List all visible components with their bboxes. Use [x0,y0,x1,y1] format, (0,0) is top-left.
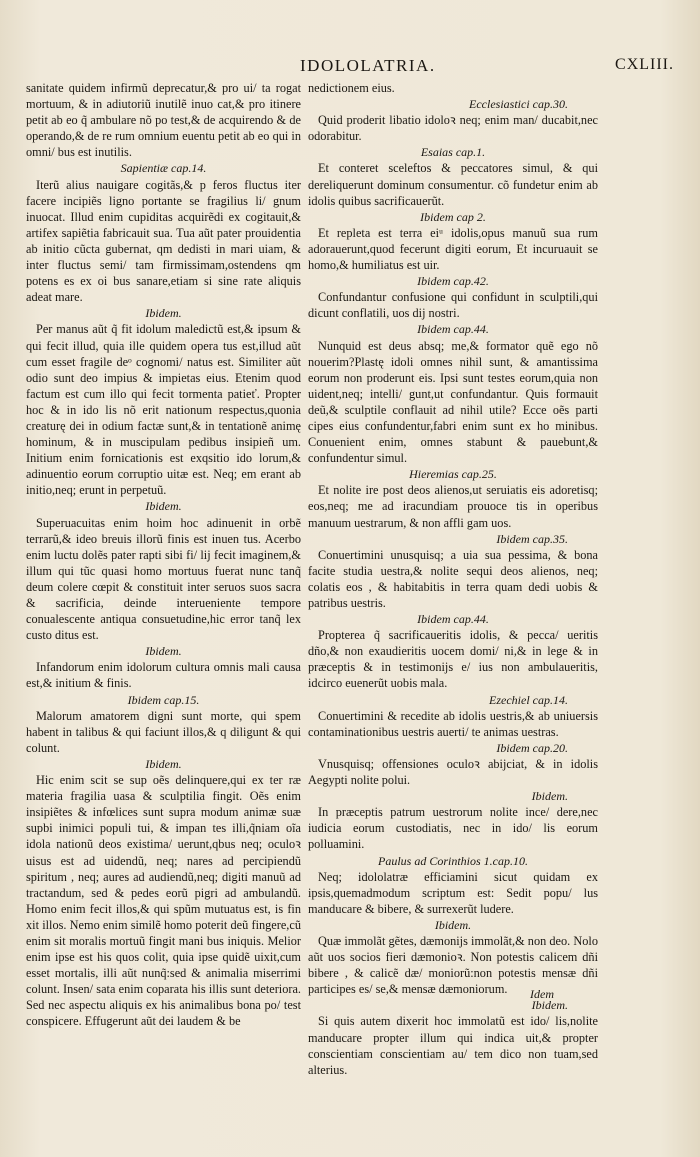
catchword: Idem [530,987,554,1001]
text-paragraph: Per manus aũt q̃ fit idolum maledictũ est,& ipsum & qui fecit illud, quia ille quidem opera tus est,illud aũt cum esset fragile deᵒ cognomi/ natus est. Similiter aũt odio sunt deo impius & impietas eius. Etenim quod factum est cum illo qui fecit tormenta patieť. Propter hoc & in ido lis nõ erit nationum respectus,quonia creaturę dei in odium factæ sunt,& in tentationẽ animę hominum, & in muscipulam pedibus insipieñ um. Initium enim fornicationis est exqsitio ido lorum,& adinuentio eorum corruptio uitæ est. Neq; em erant ab initio,neq; erunt in perpetuũ. [26,322,301,498]
source-citation: Hieremias cap.25. [409,467,497,482]
text-paragraph: Quid proderit libatio idoloꝛ neq; enim man/ ducabit,nec odorabitur. [308,113,598,144]
text-paragraph: Vnusquisq; offensiones oculoꝛ abijciat, & in idolis Aegypti nolite polui. [308,756,598,788]
text-paragraph: Conuertimini & recedite ab idolis uestris,& ab uniuersis contaminationibus uestris auerti/ te animas uestras. [308,708,598,739]
source-citation: Ibidem. [145,644,182,659]
source-citation: Ibidem. [145,306,182,321]
source-citation: Ecclesiastici cap.30. [469,97,568,112]
text-paragraph: Iterũ alius nauigare cogitãs,& p feros fluctus iter facere incipiẽs ligno portante se fragilius li/ gnum inuocat. Illud enim cupiditas acquirẽdi ex cogitauit,& artifex sapiẽtia fabricauit sua. Tua aũt pater prouidentia ab initio cũcta gubernat, qm dedisti in mari uiam, & inter fluctus semi/ tam firmissimam,ostendens qm potens es ex oi bus sanare,etiam si sine rate aliquis adeat mare. [26,177,301,305]
text-paragraph: Et repleta est terra eiᵘ idolis,opus manuũ sua rum adorauerunt,quod fecerunt digiti eorum, Et incuruauit se homo,& humiliatus est uir. [308,225,598,273]
text-paragraph: Confundantur confusione qui confidunt in sculptili,qui dicunt conflatili, uos dij nostri. [308,290,598,321]
source-citation: Ibidem cap.42. [417,274,489,289]
source-citation: Ibidem. [145,756,182,771]
text-paragraph: Infandorum enim idolorum cultura omnis mali causa est,& initium & finis. [26,660,301,691]
text-paragraph: Et nolite ire post deos alienos,ut seruiatis eis adoretisq; eos,neq; me ad iracundiam prouoce tis in operibus manuum uestrarum, & non affli gam uos. [308,483,598,530]
text-paragraph: Nunquid est deus absq; me,& formator quẽ ego nõ nouerim?Plastę idoli omnes nihil sunt, & amantissima eorum non proderunt eis. Ipsi sunt testes eorum,quia non uident,neq; intelli/ gunt,ut confundantur. Quis formauit deũ,& sculptile conflauit ad nihil utile? Ecce oẽs parti cipes eius confundentur,fabri enim sunt ex ho minibus. Conuenient enim, omnes stabunt & pauebunt,& confundentur simul. [308,338,598,466]
folio-number: CXLIII. [615,56,674,73]
page-header [0,56,700,82]
source-citation: Ibidem cap.44. [417,612,489,627]
source-citation: Ibidem. [531,789,568,804]
source-citation: Ibidem. [531,998,568,1013]
left-column [26,80,301,1030]
text-paragraph: Conuertimini unusquisq; a uia sua pessima, & bona facite studia uestra,& nolite sequi deos alienos, neq; colatis eos , & habitabitis in terra quam dedi uobis & patribus uestris. [308,547,598,610]
text-paragraph: Quæ immolãt gẽtes, dæmonijs immolãt,& non deo. Nolo aũt uos socios fieri dæmonioꝛ. Non potestis calicem dñi bibere , & calicẽ dæ/ moniorũ:non potestis mensæ dñi participes es/ se,& mensæ dæmoniorum. [308,933,598,997]
source-citation: Ezechiel cap.14. [489,692,568,707]
text-paragraph: Malorum amatorem digni sunt morte, qui spem habent in talibus & qui faciunt illos,& q diligunt & qui colunt. [26,708,301,755]
source-citation: Ibidem cap 2. [420,209,486,224]
source-citation: Ibidem cap.44. [417,322,489,337]
source-citation: Paulus ad Corinthios 1.cap.10. [377,853,528,868]
running-title: IDOLOLATRIA. [300,56,436,75]
right-column [308,80,598,1078]
text-paragraph: Si quis autem dixerit hoc immolatũ est ido/ lis,nolite manducare propter illum qui indica uit,& propter conscientiam conscientiam au/ tem dico non tuam,sed alterius. [308,1014,598,1077]
text-paragraph: Hic enim scit se sup oẽs delinquere,qui ex ter ræ materia fragilia uasa & sculptilia fingit. Oẽs enim insipiẽtes & infœlices sunt supra modum animæ suæ supbi inimici populi tui, & impan tes illi,q̃niam oĩa idola nationũ deos existima/ uerunt,qbus neq; oculoꝛ uisus est ad uidendũ, neq; nares ad percipiendũ spiritum , neq; aures ad audiendũ,neq; digiti manuũ ad tractandum, sed & pedes eorũ pigri ad ambulandũ. Homo enim fecit illos,& qui spũm mutuatus est, is fin xit illos. Nemo enim similẽ homo poterit deũ fingere,cũ enim sit moralis mortuũ fingit mani bus iniquis. Melior enim ipse est his quos colit, quia ipse quidẽ uixit,cum esset mortalis, illi aũt nunq̃:sed & animalia miserrimi colunt. Insen/ sata enim coparata his illis sunt deteriora. Sed nec aspectu aliquis ex his animalibus bona po/ test conspicere. Effugerunt aũt dei laudem & be [26,773,301,1029]
source-citation: Ibidem. [145,499,182,514]
text-paragraph: Neq; idololatræ efficiamini sicut quidam ex ipsis,quemadmodum scriptum est: Sedit popu/ lus manducare & bibere, & surrexerũt ludere. [308,869,598,916]
text-paragraph: sanitate quidem infirmũ deprecatur,& pro ui/ ta rogat mortuum, & in adiutoriũ inutilẽ inuo cat,& pro itinere petit ab eo q̃ ambulare nõ po test,& de acquirendo & de operando,& de re rum omnium euentu petit ab eo qui in omni/ bus est inutilis. [26,81,301,160]
text-paragraph: Propterea q̃ sacrificaueritis idolis, & pecca/ ueritis dño,& non exaudieritis uocem domi/ ni,& in lege & in præceptis & in testimonijs e/ ius non ambulaueritis, idcirco euenerũt uobis mala. [308,628,598,691]
text-paragraph: In præceptis patrum uestrorum nolite ince/ dere,nec iudicia eorum custodiatis, nec in ido/ lis eorum polluamini. [308,805,598,852]
source-citation: Ibidem. [434,917,472,932]
text-paragraph: Superuacuitas enim hoim hoc adinuenit in orbẽ terrarũ,& ideo breuis illorũ finis est inuen tus. Acerbo enim luctu dolẽs pater rapti sibi fi/ lij fecit imaginem,& illum qui tũc quasi homo mortuus fuerat nunc tanq̃ deum colere cœpit & constituit inter seruos suos sacra & sacrificia, deinde interueniente tempore conualescente antiqua consuetudine,hic error tanq̃ lex custo ditus est. [26,515,301,643]
text-paragraph: Et conteret sceleftos & peccatores simul, & qui dereliquerunt dominum consumentur. cõ fundetur enim ab idolis quibus sacrificauerũt. [308,161,598,208]
source-citation: Sapientiæ cap.14. [120,161,207,176]
text-paragraph: nedictionem eius. [308,81,395,95]
source-citation: Ibidem cap.35. [496,531,568,546]
source-citation: Ibidem cap.20. [496,740,568,755]
source-citation: Esaias cap.1. [420,145,486,160]
source-citation: Ibidem cap.15. [127,692,200,707]
